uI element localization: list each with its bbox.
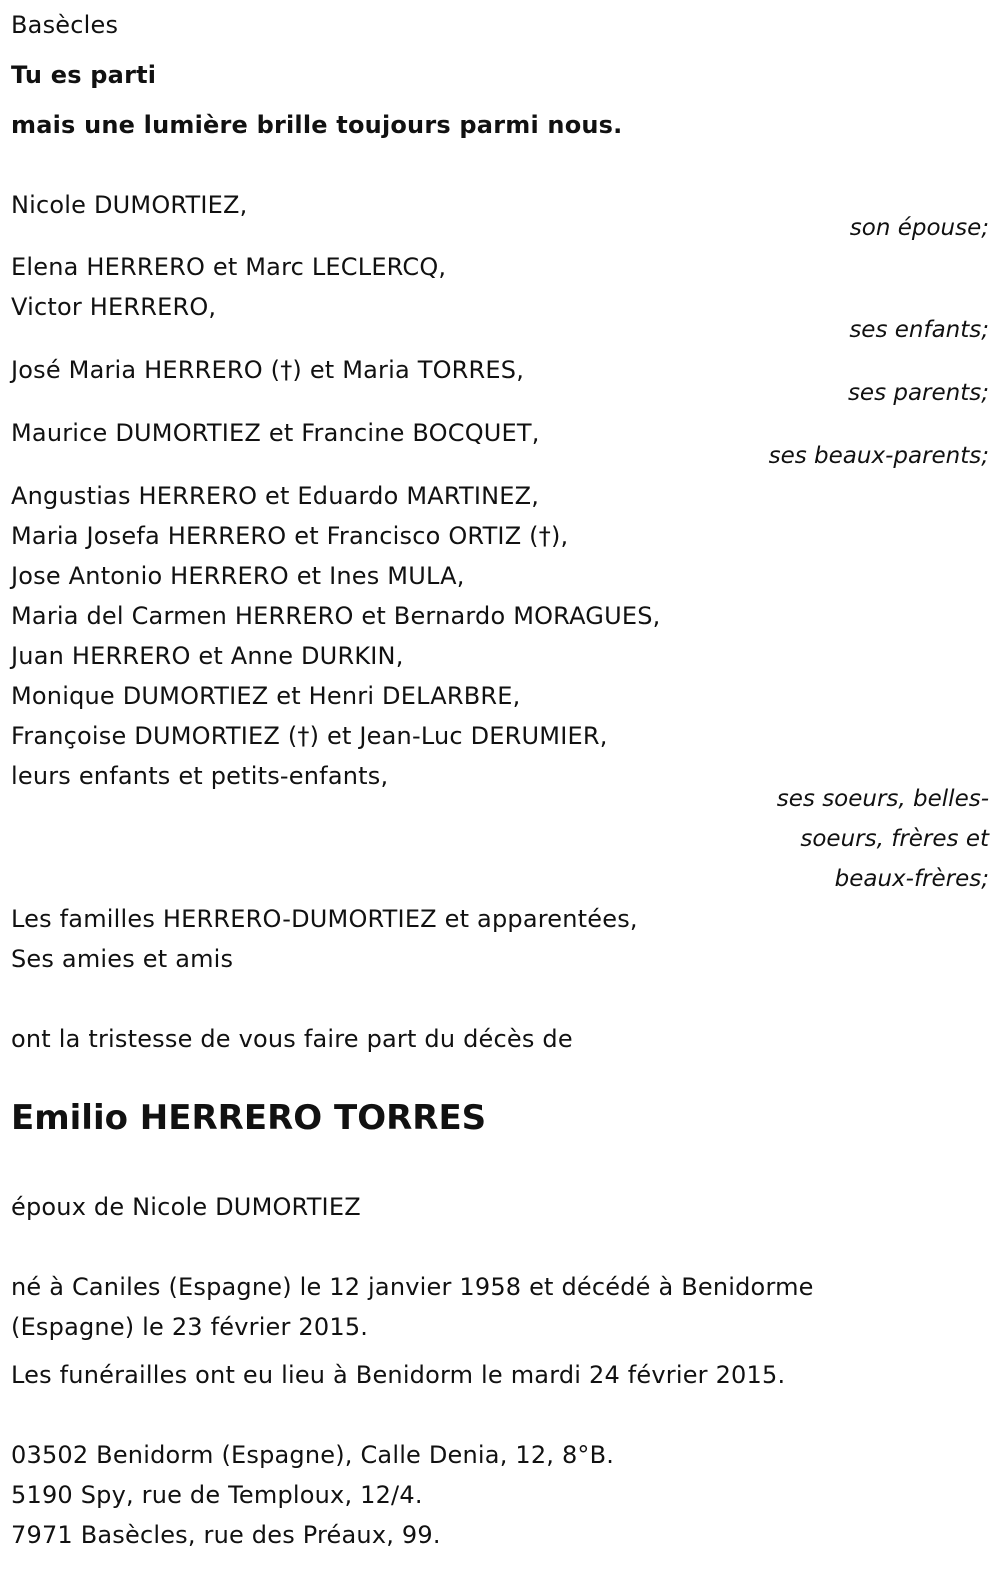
- family-name-line: Maria Josefa HERRERO et Francisco ORTIZ (†),: [11, 522, 569, 550]
- family-role: soeurs, frères et: [800, 826, 989, 852]
- family-name-line: Nicole DUMORTIEZ,: [11, 191, 248, 219]
- address-line: 5190 Spy, rue de Temploux, 12/4.: [11, 1481, 423, 1509]
- family-name-line: leurs enfants et petits-enfants,: [11, 762, 389, 790]
- family-role: son épouse;: [849, 215, 989, 241]
- family-name-line: Juan HERRERO et Anne DURKIN,: [11, 642, 404, 670]
- family-name-line: Françoise DUMORTIEZ (†) et Jean-Luc DERUMIER,: [11, 722, 608, 750]
- spouse-line: époux de Nicole DUMORTIEZ: [11, 1193, 361, 1221]
- family-name-line: Angustias HERRERO et Eduardo MARTINEZ,: [11, 482, 540, 510]
- family-role: ses beaux-parents;: [768, 443, 989, 469]
- family-role: ses enfants;: [849, 317, 989, 343]
- family-name-line: Jose Antonio HERRERO et Ines MULA,: [11, 562, 465, 590]
- address-line: 03502 Benidorm (Espagne), Calle Denia, 12, 8°B.: [11, 1441, 615, 1469]
- birth-death-line: (Espagne) le 23 février 2015.: [11, 1313, 369, 1341]
- family-name-line: Victor HERRERO,: [11, 293, 217, 321]
- family-name-line: Monique DUMORTIEZ et Henri DELARBRE,: [11, 682, 521, 710]
- funeral-info: Les funérailles ont eu lieu à Benidorm le mardi 24 février 2015.: [11, 1361, 786, 1389]
- verse-line-1: Tu es parti: [11, 61, 157, 89]
- family-role: beaux-frères;: [834, 866, 989, 892]
- family-name-line: José Maria HERRERO (†) et Maria TORRES,: [11, 356, 525, 384]
- deceased-name: Emilio HERRERO TORRES: [11, 1098, 487, 1138]
- family-role: ses parents;: [847, 380, 989, 406]
- family-name-line: Les familles HERRERO-DUMORTIEZ et apparentées,: [11, 905, 638, 933]
- address-line: 7971 Basècles, rue des Préaux, 99.: [11, 1521, 441, 1549]
- family-name-line: Ses amies et amis: [11, 945, 234, 973]
- family-name-line: Maria del Carmen HERRERO et Bernardo MORAGUES,: [11, 602, 661, 630]
- family-name-line: Elena HERRERO et Marc LECLERCQ,: [11, 253, 447, 281]
- location-heading: Basècles: [11, 11, 119, 39]
- announcement-text: ont la tristesse de vous faire part du décès de: [11, 1025, 573, 1053]
- birth-death-line: né à Caniles (Espagne) le 12 janvier 1958 et décédé à Benidorme: [11, 1273, 814, 1301]
- verse-line-2: mais une lumière brille toujours parmi nous.: [11, 111, 623, 139]
- family-name-line: Maurice DUMORTIEZ et Francine BOCQUET,: [11, 419, 540, 447]
- family-role: ses soeurs, belles-: [776, 786, 989, 812]
